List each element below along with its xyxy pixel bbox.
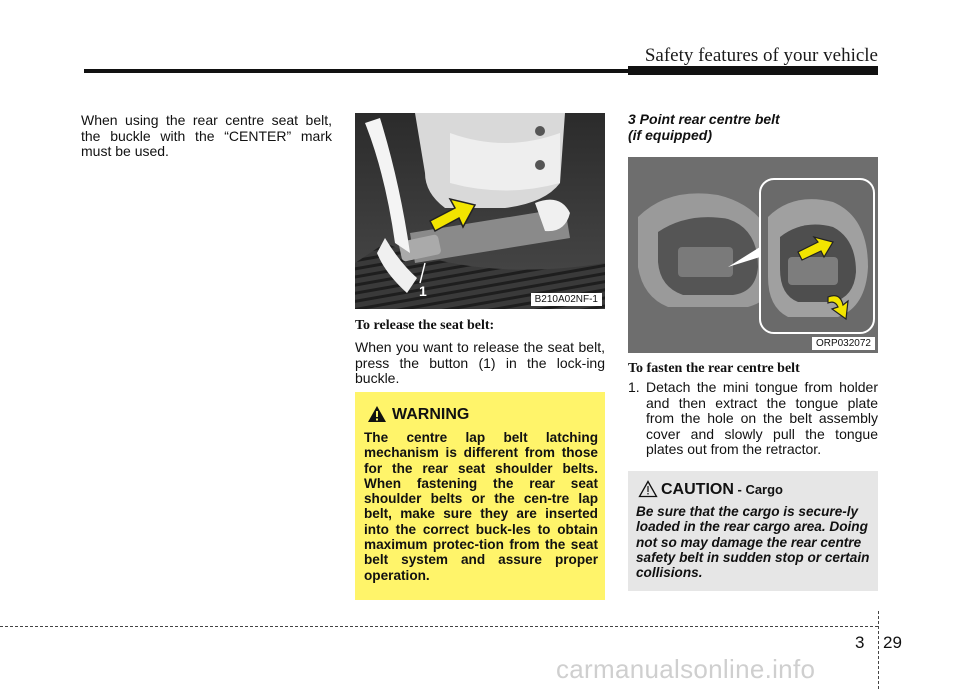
buckle-photo bbox=[355, 113, 605, 309]
seat-belt-buckle-illustration bbox=[355, 113, 605, 309]
step-text: Detach the mini tongue from holder and then extract the tongue plate from the hole on the belt assembly cover and slowly pull the tongue plates out from the retractor. bbox=[646, 379, 878, 457]
fasten-heading: To fasten the rear centre belt bbox=[628, 361, 800, 376]
section-title-line2: (if equipped) bbox=[628, 126, 712, 143]
page-number: 29 bbox=[883, 633, 902, 652]
chapter-number: 3 bbox=[855, 633, 865, 652]
section-header-title: Safety features of your vehicle bbox=[644, 45, 878, 66]
release-paragraph: When you want to release the seat belt, press the button (1) in the lock-ing buckle. bbox=[355, 339, 605, 386]
belt-holder-photo bbox=[628, 157, 878, 353]
intro-paragraph: When using the rear centre seat belt, the buckle with the “CENTER” mark must be used. bbox=[81, 112, 332, 159]
footer-rule bbox=[0, 626, 878, 627]
release-heading: To release the seat belt: bbox=[355, 318, 495, 333]
list-item bbox=[628, 380, 878, 458]
rear-centre-belt-illustration bbox=[628, 157, 878, 353]
header-rule-accent bbox=[628, 66, 878, 75]
warning-title: WARNING bbox=[392, 406, 470, 423]
callout-number: 1 bbox=[419, 283, 427, 299]
warning-box bbox=[355, 392, 605, 600]
warning-triangle-icon bbox=[367, 405, 387, 423]
warning-text: The centre lap belt latching mechanism is different from those for the rear seat shoulder belts. When fastening the rear seat shoulder belts or the cen-tre lap belt, make sure they are inserted into the correct buck-les to obtain maximum protec-tion from the seat belt system and assure proper operation. bbox=[364, 430, 598, 583]
image-code-label: B210A02NF-1 bbox=[531, 293, 602, 306]
watermark: carmanualsonline.info bbox=[556, 654, 816, 684]
caution-text: Be sure that the cargo is secure-ly loaded in the rear cargo area. Doing not so may damage the rear centre safety belt in sudden stop or certain collisions. bbox=[636, 504, 870, 581]
image-code-label: ORP032072 bbox=[812, 337, 875, 350]
section-title bbox=[628, 112, 878, 143]
caution-title bbox=[661, 481, 783, 499]
footer-divider bbox=[878, 611, 879, 689]
caution-title-text: CAUTION bbox=[661, 481, 734, 498]
step-number: 1. bbox=[628, 379, 640, 395]
section-title-line1: 3 Point rear centre belt bbox=[628, 111, 780, 127]
caution-subtitle: - Cargo bbox=[733, 482, 784, 497]
caution-triangle-icon bbox=[638, 480, 658, 498]
caution-box bbox=[628, 471, 878, 591]
